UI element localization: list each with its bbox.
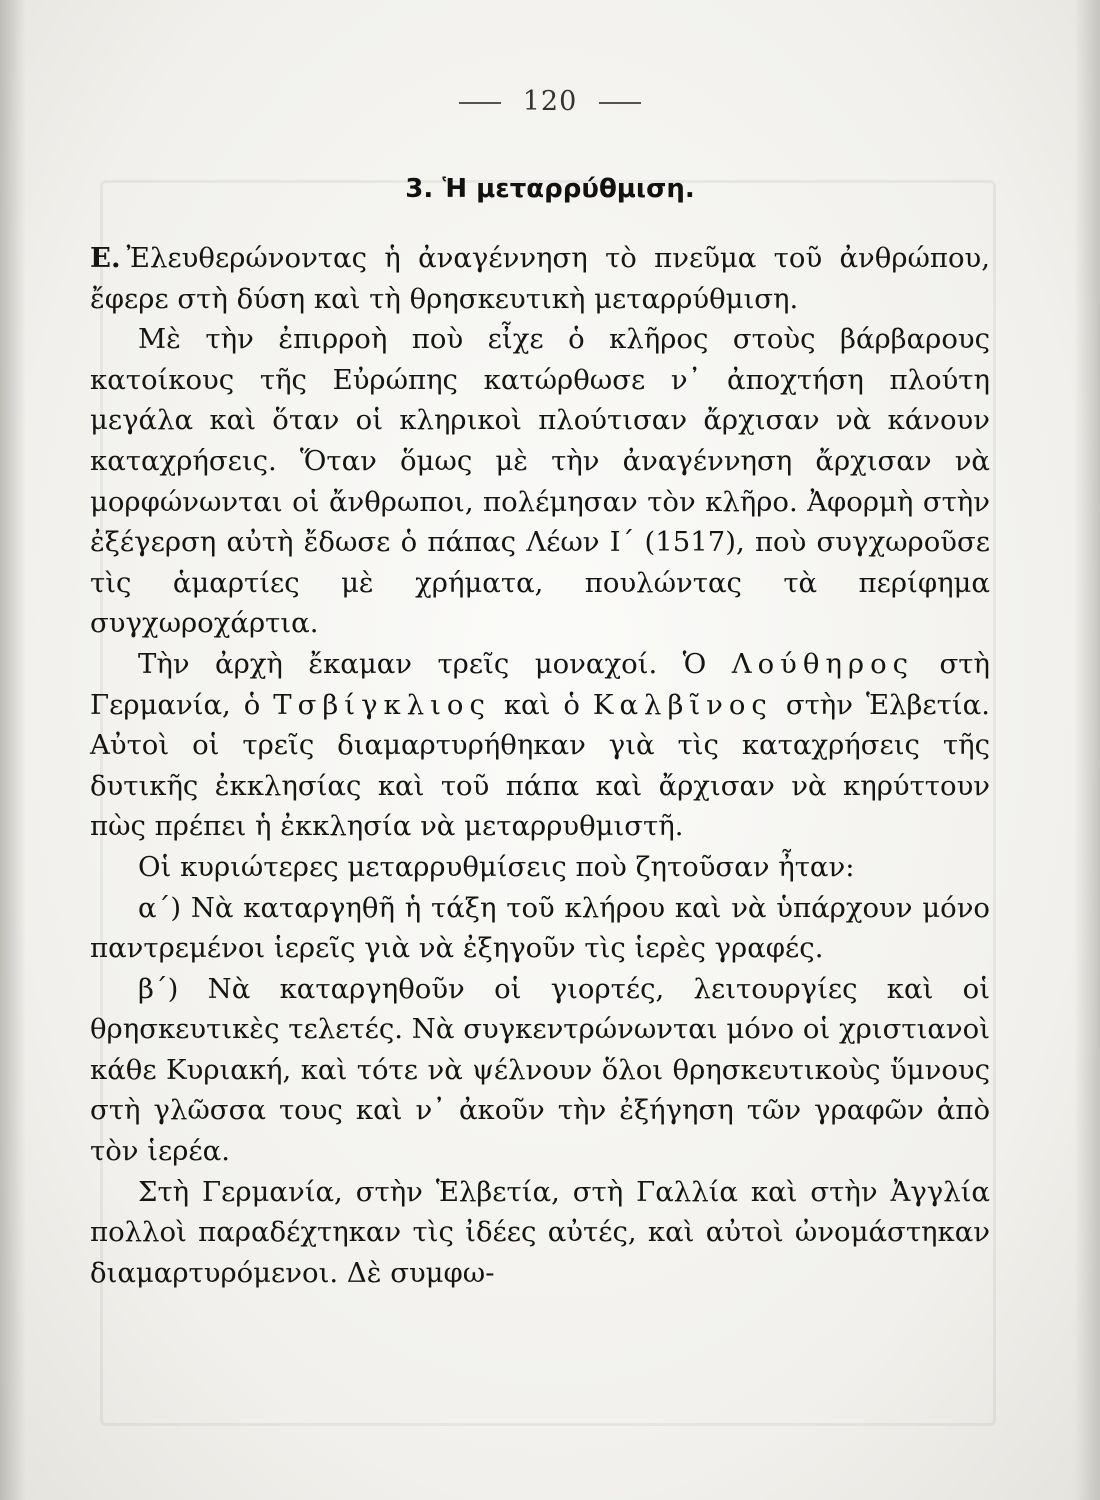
paragraph-3-part-b: στὴ Γερμανία, ὁ — [90, 647, 990, 721]
page-edge-shadow-right — [1074, 0, 1100, 1500]
list-item-beta: β΄) Νὰ καταργηθοῦν οἱ γιορτές, λειτουργίες καὶ οἱ θρησκευτικὲς τελετές. Νὰ συγκεντρώνωνται μόνο οἱ χριστιανοὶ κάθε Κυριακή, καὶ τότε νὰ ψέλνουν ὅλοι θρησκευτικοὺς ὕμνους στὴ γλῶσσα τους καὶ ν᾿ ἀκοῦν τὴν ἐξήγηση τῶν γραφῶν ἀπὸ τὸν ἱερέα. — [90, 972, 990, 1168]
header-dash-right — [599, 102, 641, 104]
page-number-header — [0, 86, 1100, 117]
page-edge-shadow-left — [0, 0, 26, 1500]
name-zwingli: Τσβίγκλιος — [273, 688, 491, 721]
header-dash-left — [459, 102, 501, 104]
body-text — [90, 238, 990, 1293]
paragraph-1 — [90, 238, 990, 319]
name-calvin: Καλβῖνος — [592, 688, 773, 721]
paragraph-3-part-a: Τὴν ἀρχὴ ἔκαμαν τρεῖς μοναχοί. Ὁ — [138, 647, 707, 680]
section-title: 3. Ἡ μεταρρύθμιση. — [405, 174, 695, 204]
name-luther: Λούθηρος — [731, 647, 915, 680]
list-item-alpha: α΄) Νὰ καταργηθῆ ἡ τάξη τοῦ κλήρου καὶ νὰ ὑπάρχουν μόνο παντρεμένοι ἱερεῖς γιὰ νὰ ἐξηγοῦν τὶς ἱερὲς γραφές. — [90, 891, 990, 965]
paragraph-initial: Ε. — [90, 242, 121, 274]
paragraph-3 — [90, 644, 990, 847]
paragraph-7: Στὴ Γερμανία, στὴν Ἑλβετία, στὴ Γαλλία καὶ στὴν Ἀγγλία πολλοὶ παραδέχτηκαν τὶς ἰδέες αὐτές, καὶ αὐτοὶ ὠνομάστηκαν διαμαρτυρόμενοι. Δὲ συμφω- — [90, 1175, 990, 1289]
paragraph-3-part-c: καὶ ὁ — [503, 688, 580, 721]
paragraph-2: Μὲ τὴν ἐπιρροὴ ποὺ εἶχε ὁ κλῆρος στοὺς βάρβαρους κατοίκους τῆς Εὐρώπης κατώρθωσε ν᾿ ἀποχτήση πλούτη μεγάλα καὶ ὅταν οἱ κληρικοὶ πλούτισαν ἄρχισαν νὰ κάνουν καταχρήσεις. Ὅταν ὅμως μὲ τὴν ἀναγέννηση ἄρχισαν νὰ μορφώνωνται οἱ ἄνθρωποι, πολέμησαν τὸν κλῆρο. Ἀφορμὴ στὴν ἐξέγερση αὐτὴ ἔδωσε ὁ πάπας Λέων Ι΄ (1517), ποὺ συγχωροῦσε τὶς ἁμαρτίες μὲ χρήματα, πουλώντας τὰ περίφημα συγχωροχάρτια. — [90, 323, 990, 640]
page-number: 120 — [522, 86, 578, 117]
paragraph-1-text: Ἐλευθερώνοντας ἡ ἀναγέννηση τὸ πνεῦμα τοῦ ἀνθρώπου, ἔφερε στὴ δύση καὶ τὴ θρησκευτικὴ μεταρρύθμιση. — [90, 242, 990, 315]
paragraph-3-part-d: στὴν Ἑλβετία. Αὐτοὶ οἱ τρεῖς διαμαρτυρήθηκαν γιὰ τὶς καταχρήσεις τῆς δυτικῆς ἐκκλησίας καὶ τοῦ πάπα καὶ ἄρχισαν νὰ κηρύττουν πὼς πρέπει ἡ ἐκκλησία νὰ μεταρρυθμιστῆ. — [90, 688, 990, 843]
paragraph-4: Οἱ κυριώτερες μεταρρυθμίσεις ποὺ ζητοῦσαν ἦταν: — [138, 850, 855, 883]
